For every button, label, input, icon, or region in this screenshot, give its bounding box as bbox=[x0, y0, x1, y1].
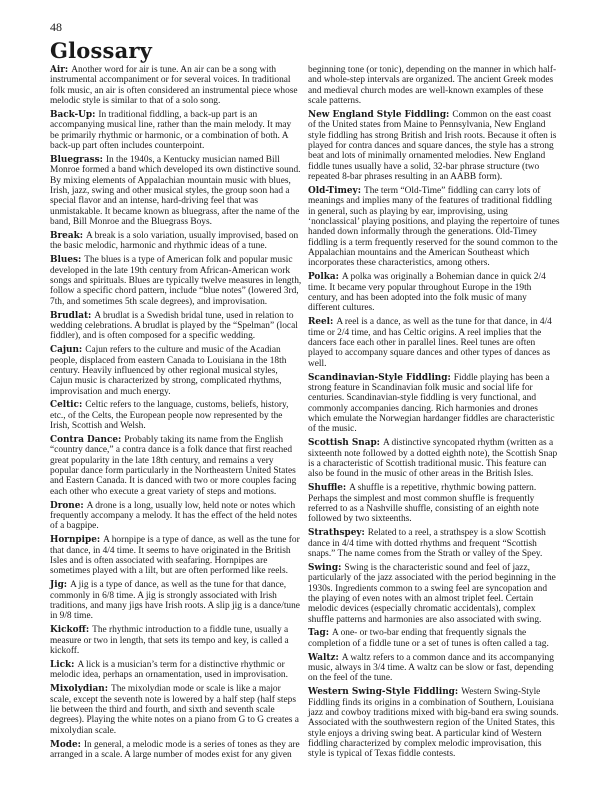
glossary-definition: A reel is a dance, as well as the tune for that dance, in 4/4 time or 2/4 time, and has Celtic origins. A reel implies that the dancers face each other in parallel lines. Reel tunes are often played to accompany square dances and other types of dances as well. bbox=[308, 317, 552, 369]
glossary-term: Drone: bbox=[50, 500, 84, 511]
glossary-term: Blues: bbox=[50, 255, 82, 266]
glossary-entry bbox=[50, 740, 302, 761]
glossary-term: Back-Up: bbox=[50, 109, 96, 120]
glossary-entry bbox=[50, 345, 302, 397]
glossary-definition: The term “Old-Time” fiddling can carry lots of meanings and implies many of the features of traditional fiddling in general, such as playing by ear, improvising, using ‘nonclassical’ playing positions, and playing the repertoire of tunes handed down informally through the generations. Old-Timey fiddling is a term frequently reserved for the sound common to the Appalachian mountains and the American Southeast which incorporates these characteristics, among others. bbox=[308, 185, 560, 269]
glossary-entry bbox=[308, 317, 560, 369]
glossary-entry bbox=[50, 110, 302, 151]
glossary-definition: A brudlat is a Swedish bridal tune, used in relation to wedding celebrations. A brudlat is played by the “Spelman” (local fiddler), and is often composed for a specific wedding. bbox=[50, 310, 298, 342]
glossary-entry bbox=[50, 580, 302, 621]
glossary-definition: A polka was originally a Bohemian dance in quick 2/4 time. It became very popular throughout Europe in the 19th century, and has been adopted into the folk music of many different cultures. bbox=[308, 272, 546, 314]
glossary-entry bbox=[50, 255, 302, 307]
glossary-term: Polka: bbox=[308, 272, 339, 283]
glossary-entry bbox=[50, 231, 302, 252]
glossary-definition: The rhythmic introduction to a fiddle tune, usually a measure or two in length, that sets its tempo and key, is called a kickoff. bbox=[50, 625, 289, 656]
page-title: Glossary bbox=[50, 38, 153, 63]
glossary-entry bbox=[50, 311, 302, 342]
glossary-definition: A hornpipe is a type of dance, as well as the tune for that dance, in 4/4 time. It seems to have originated in the British Isles and is often associated with seafaring. Hornpipes are sometimes played with a lilt, but are often performed like reels. bbox=[50, 535, 300, 577]
glossary-definition: In the 1940s, a Kentucky musician named Bill Monroe formed a band which developed its own distinctive sound. By mixing elements of Appalachian mountain music with blues, Irish, jazz, swing and other musical styles, the group soon had a special flavor and an intense, hard-driving feel that was unmistakable. It became known as bluegrass, after the name of the band, Bill Monroe and the Bluegrass Boys. bbox=[50, 154, 301, 227]
glossary-definition: Cajun refers to the culture and music of the Acadian people, displaced from eastern Canada to Louisiana in the 18th century. Heavily influenced by other regional musical styles, Cajun music is characterized by strong, complicated rhythms, improvisation and much energy. bbox=[50, 345, 287, 397]
glossary-entry bbox=[50, 501, 302, 532]
glossary-term: Western Swing-Style Fiddling: bbox=[308, 687, 459, 698]
glossary-definition: Western Swing-Style Fiddling finds its origins in a combination of Southern, Louisiana jazz and cowboy traditions mixed with big-band era swing sounds. Associated with the southwestern region of the United States, this style enjoys a driving swing beat. A particular kind of Western fiddling characterized by complex melodic improvisation, this style is typical of Texas fiddle contests. bbox=[308, 687, 559, 760]
glossary-term: Waltz: bbox=[308, 652, 339, 663]
glossary-entry bbox=[308, 272, 560, 313]
glossary-definition: Probably taking its name from the English “country dance,” a contra dance is a folk dance that first reached great popularity in the late 18th century, and remains a very popular dance form particularly in the Northeastern United States and Eastern Canada. It is danced with two or more couples facing each other who execute a great variety of steps and motions. bbox=[50, 435, 297, 497]
glossary-term: Mixolydian: bbox=[50, 684, 108, 695]
glossary-entry bbox=[308, 528, 560, 559]
glossary-definition: A jig is a type of dance, as well as the tune for that dance, commonly in 6/8 time. A jig is strongly associated with Irish traditions, and many jigs have Irish roots. A slip jig is a dance/tune in 9/8 time. bbox=[50, 580, 300, 622]
glossary-entry bbox=[308, 186, 560, 269]
glossary-entry bbox=[50, 435, 302, 497]
glossary-term: Reel: bbox=[308, 317, 334, 328]
glossary-definition: A drone is a long, usually low, held note or notes which frequently accompany a melody. It has the effect of the held notes of a bagpipe. bbox=[50, 500, 298, 532]
glossary-definition: The mixolydian mode or scale is like a major scale, except the seventh note is lowered by a half step (half steps lie between the third and fourth, and sixth and seventh scale degrees). Playing the white notes on a piano from G to G creates a mixolydian scale. bbox=[50, 684, 299, 736]
glossary-entry bbox=[50, 400, 302, 431]
glossary-definition: A lick is a musician’s term for a distinctive rhythmic or melodic idea, perhaps an ornamentation, used in improvisation. bbox=[50, 659, 288, 681]
glossary-term: Strathspey: bbox=[308, 528, 365, 539]
glossary-definition: A one- or two-bar ending that frequently signals the completion of a fiddle tune or a set of tunes is often called a tag. bbox=[308, 628, 549, 649]
glossary-entry bbox=[308, 373, 560, 435]
glossary-entry bbox=[308, 563, 560, 625]
glossary-definition: Common on the east coast of the United states from Maine to Pennsylvania, New England style fiddling has strong British and Irish roots. Because it often is played for contra dances and square dances, the style has a strong beat and lots of minimally ornamented melodies. New England fiddle tunes usually have a solid, 32-bar phrase structure (two repeated 8-bar phrases resulting in an AABB form). bbox=[308, 109, 557, 183]
glossary-left-column bbox=[50, 65, 302, 764]
glossary-term: Brudlat: bbox=[50, 310, 92, 321]
glossary-entry bbox=[308, 483, 560, 524]
glossary-entry bbox=[50, 660, 302, 681]
glossary-entry bbox=[308, 628, 560, 649]
glossary-entry bbox=[50, 535, 302, 576]
glossary-definition: Fiddle playing has been a strong feature in Scandinavian folk music and social life for centuries. Scandinavian-style fiddling is very functional, and commonly accompanies dancing. Rich harmonies and drones which emulate the Norwegian hardanger fiddles are characteristic of the music. bbox=[308, 372, 555, 435]
page-number: 48 bbox=[50, 20, 62, 34]
glossary-right-column bbox=[308, 65, 560, 763]
glossary-definition: Another word for air is tune. An air can be a song with instrumental accompaniment or for several voices. In traditional folk music, an air is often considered an instrumental piece whose melodic style is similar to that of a solo song. bbox=[50, 65, 298, 107]
glossary-term: Scandinavian-Style Fiddling: bbox=[308, 372, 451, 383]
glossary-entry bbox=[308, 65, 560, 106]
glossary-term: Shuffle: bbox=[308, 483, 347, 494]
glossary-entry bbox=[50, 155, 302, 227]
glossary-term: Swing: bbox=[308, 562, 342, 573]
glossary-entry bbox=[308, 687, 560, 759]
glossary-entry bbox=[50, 65, 302, 106]
glossary-term: Hornpipe: bbox=[50, 535, 101, 546]
glossary-entry bbox=[50, 625, 302, 656]
glossary-definition: beginning tone (or tonic), depending on the manner in which half-and whole-step intervals are organized. The ancient Greek modes and medieval church modes are well-known examples of these scale patterns. bbox=[308, 65, 557, 107]
glossary-definition: Celtic refers to the language, customs, beliefs, history, etc., of the Celts, the European people now represented by the Irish, Scottish and Welsh. bbox=[50, 400, 289, 432]
glossary-definition: In traditional fiddling, a back-up part is an accompanying musical line, rather than the main melody. It may be primarily rhythmic or harmonic, or a combination of both. A back-up part often includes counterpoint. bbox=[50, 109, 292, 151]
glossary-entry bbox=[308, 110, 560, 182]
glossary-definition: A break is a solo variation, usually improvised, based on the basic melodic, harmonic and rhythmic ideas of a tune. bbox=[50, 230, 299, 252]
glossary-entry bbox=[308, 438, 560, 479]
glossary-term: Lick: bbox=[50, 659, 75, 670]
glossary-term: New England Style Fiddling: bbox=[308, 109, 450, 120]
glossary-definition: Swing is the characteristic sound and feel of jazz, particularly of the jazz associated with the period beginning in the 1930s. Ingredients common to a swing feel are syncopation and the playing of even notes with an almost triplet feel. Certain melodic devices (especially chromatic accidentals), complex shuffle patterns and harmonies are also associated with swing. bbox=[308, 562, 556, 625]
glossary-term: Contra Dance: bbox=[50, 435, 122, 446]
glossary-term: Celtic: bbox=[50, 400, 83, 411]
glossary-entry bbox=[50, 684, 302, 736]
glossary-term: Old-Timey: bbox=[308, 185, 361, 196]
glossary-term: Break: bbox=[50, 230, 83, 241]
glossary-term: Tag: bbox=[308, 628, 329, 639]
glossary-definition: A waltz refers to a common dance and its accompanying music, always in 3/4 time. A waltz can be slow or fast, depending on the feel of the tune. bbox=[308, 652, 554, 684]
glossary-definition: A distinctive syncopated rhythm (written as a sixteenth note followed by a dotted eighth note), the Scottish Snap is a characteristic of Scottish traditional music. This feature can also be found in the music of other areas in the British Isles. bbox=[308, 438, 558, 480]
glossary-term: Air: bbox=[50, 65, 69, 75]
glossary-definition: In general, a melodic mode is a series of tones as they are arranged in a scale. A large number of modes exist for any given bbox=[50, 739, 300, 760]
glossary-term: Mode: bbox=[50, 739, 81, 750]
glossary-term: Cajun: bbox=[50, 345, 83, 356]
glossary-term: Kickoff: bbox=[50, 625, 90, 636]
glossary-definition: A shuffle is a repetitive, rhythmic bowing pattern. Perhaps the simplest and most common shuffle is frequently referred to as a Nashville shuffle, consisting of an eighth note followed by two sixteenths. bbox=[308, 483, 539, 525]
glossary-term: Scottish Snap: bbox=[308, 438, 380, 449]
glossary-term: Bluegrass: bbox=[50, 154, 103, 165]
glossary-entry bbox=[308, 653, 560, 684]
glossary-definition: Related to a reel, a strathspey is a slow Scottish dance in 4/4 time with dotted rhythms and frequent “Scottish snaps.” The name comes from the Strath or valley of the Spey. bbox=[308, 528, 546, 559]
glossary-term: Jig: bbox=[50, 580, 68, 591]
glossary-definition: The blues is a type of American folk and popular music developed in the late 19th century from African-American work songs and spirituals. Blues are typically twelve measures in length, follow a specific chord pattern, include “blue notes” (lowered 3rd, 7th, and sometimes 5th scale degrees), and improvisation. bbox=[50, 255, 302, 307]
